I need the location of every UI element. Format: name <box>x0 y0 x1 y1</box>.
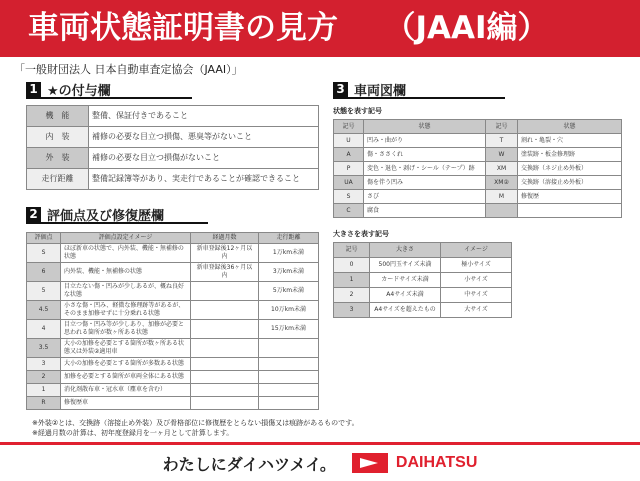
table-row <box>27 339 319 358</box>
column-header: 評価点 <box>27 233 61 244</box>
table-row <box>27 169 319 190</box>
table-row <box>27 148 319 169</box>
table-cell: 1 <box>334 273 370 288</box>
table-cell: 内外装、機能・無補修の状態 <box>61 263 191 282</box>
table-row <box>334 204 622 218</box>
table-cell <box>518 204 622 218</box>
table-cell <box>191 320 259 339</box>
row-value: 整備記録簿等があり、実走行であることが確認できること <box>89 169 319 190</box>
page-title: 車両状態証明書の見方 （JAAI編） <box>0 0 640 57</box>
table-cell <box>259 371 319 384</box>
table-row <box>27 358 319 371</box>
column-header: 記号 <box>334 120 364 134</box>
table-row <box>334 120 622 134</box>
table-row <box>334 162 622 176</box>
table-cell: 新車登録後36ヶ月以内 <box>191 263 259 282</box>
table-cell <box>191 397 259 410</box>
table-row <box>334 243 512 258</box>
table-cell: 腐食 <box>364 204 486 218</box>
table-cell: ほぼ新車の状態で、内外装、機能・無補修の状態 <box>61 244 191 263</box>
table-row <box>27 233 319 244</box>
column-header: 記号 <box>486 120 518 134</box>
section-title: ★の付与欄 <box>47 83 111 99</box>
table-cell: 極小サイズ <box>441 258 512 273</box>
table-cell: XM <box>486 162 518 176</box>
table-cell: 1万km未満 <box>259 244 319 263</box>
table-cell: A <box>334 148 364 162</box>
row-value: 整備、保証付きであること <box>89 106 319 127</box>
table-cell <box>191 282 259 301</box>
table-cell <box>191 339 259 358</box>
table-cell: 5万km未満 <box>259 282 319 301</box>
star-table <box>26 105 319 190</box>
table-cell: 目立たない傷・凹みが少しあるが、概ね良好な状態 <box>61 282 191 301</box>
table-cell: 中サイズ <box>441 288 512 303</box>
table-cell: W <box>486 148 518 162</box>
size-symbols-label: 大きさを表す記号 <box>333 230 389 238</box>
row-label: 機 能 <box>27 106 89 127</box>
row-label: 走行距離 <box>27 169 89 190</box>
table-cell: A4サイズを超えたもの <box>370 303 441 318</box>
table-cell <box>191 358 259 371</box>
table-cell: M <box>486 190 518 204</box>
table-row <box>334 190 622 204</box>
table-cell: 目立つ傷・凹み等が少しあり、加修が必要と思われる箇所が数ヶ所ある状態 <box>61 320 191 339</box>
table-cell: 2 <box>334 288 370 303</box>
table-row <box>27 106 319 127</box>
column-header: 走行距離 <box>259 233 319 244</box>
table-cell: C <box>334 204 364 218</box>
daihatsu-logo-icon <box>352 453 388 473</box>
table-cell: 0 <box>334 258 370 273</box>
table-cell: S <box>27 244 61 263</box>
table-cell: 消化剤散布車・冠水車（塵車を含む） <box>61 384 191 397</box>
brand <box>352 453 477 473</box>
table-cell: 4 <box>27 320 61 339</box>
table-cell: 5 <box>27 282 61 301</box>
table-cell: 加修を必要とする箇所が車両全体にある状態 <box>61 371 191 384</box>
table-cell <box>259 339 319 358</box>
table-row <box>27 127 319 148</box>
table-cell: XM② <box>486 176 518 190</box>
table-cell: 割れ・亀裂・穴 <box>518 134 622 148</box>
table-cell: 大サイズ <box>441 303 512 318</box>
column-header: 状態 <box>364 120 486 134</box>
table-row <box>334 303 512 318</box>
content-columns <box>0 81 640 410</box>
table-cell: 10万km未満 <box>259 301 319 320</box>
table-cell: A4サイズ未満 <box>370 288 441 303</box>
table-cell: 3.5 <box>27 339 61 358</box>
table-cell: 6 <box>27 263 61 282</box>
table-cell <box>259 358 319 371</box>
section-title: 評価点及び修復歴欄 <box>47 208 165 224</box>
table-row <box>27 320 319 339</box>
table-cell: 新車登録後12ヶ月以内 <box>191 244 259 263</box>
note: ※経過月数の計算は、初年度登録月を一ヶ月として計算します。 <box>32 429 234 437</box>
table-cell: S <box>334 190 364 204</box>
table-cell: 3 <box>27 358 61 371</box>
section-number: 3 <box>333 82 348 97</box>
section-number: 1 <box>26 82 41 97</box>
table-row <box>334 273 512 288</box>
table-cell <box>191 301 259 320</box>
table-cell: 傷・ささくれ <box>364 148 486 162</box>
table-row <box>27 301 319 320</box>
row-value: 補修の必要な目立つ損傷、悪臭等がないこと <box>89 127 319 148</box>
table-cell: 修復歴車 <box>61 397 191 410</box>
table-cell: 凹み・曲がり <box>364 134 486 148</box>
table-cell: 500円玉サイズ未満 <box>370 258 441 273</box>
state-symbols-table <box>333 119 622 218</box>
column-header: イメージ <box>441 243 512 258</box>
section-2-heading <box>26 206 208 224</box>
table-row <box>27 384 319 397</box>
table-cell: 小さな傷・凹み、軽微な修理跡等があるが、そのまま加修せずに十分乗れる状態 <box>61 301 191 320</box>
table-cell: P <box>334 162 364 176</box>
row-label: 外 装 <box>27 148 89 169</box>
notes <box>32 418 622 438</box>
table-row <box>27 263 319 282</box>
table-row <box>27 397 319 410</box>
state-symbols-label: 状態を表す記号 <box>333 107 382 115</box>
column-header: 記号 <box>334 243 370 258</box>
table-cell: 大小の加修を必要とする箇所が多数ある状態 <box>61 358 191 371</box>
table-cell: 交換跡（溶接止め外板） <box>518 176 622 190</box>
section-number: 2 <box>26 207 41 222</box>
table-cell <box>259 397 319 410</box>
column-header: 経過月数 <box>191 233 259 244</box>
table-cell: 15万km未満 <box>259 320 319 339</box>
size-symbols-table <box>333 242 512 318</box>
table-cell: 3 <box>334 303 370 318</box>
table-cell: 修復歴 <box>518 190 622 204</box>
table-cell: 傷を伴う凹み <box>364 176 486 190</box>
table-cell: 4.5 <box>27 301 61 320</box>
table-cell: 1 <box>27 384 61 397</box>
row-value: 補修の必要な目立つ損傷がないこと <box>89 148 319 169</box>
column-header: 状態 <box>518 120 622 134</box>
table-cell: カードサイズ未満 <box>370 273 441 288</box>
table-cell: 3万km未満 <box>259 263 319 282</box>
table-cell <box>191 384 259 397</box>
table-row <box>334 288 512 303</box>
table-cell: R <box>27 397 61 410</box>
table-cell: さび <box>364 190 486 204</box>
table-cell: UA <box>334 176 364 190</box>
table-cell: 交換跡（ネジ止め外板） <box>518 162 622 176</box>
table-cell: 大小の加修を必要とする箇所が数ヶ所ある状態又は外装②適用車 <box>61 339 191 358</box>
column-header: 評価点設定イメージ <box>61 233 191 244</box>
table-row <box>27 244 319 263</box>
section-title: 車両図欄 <box>354 83 407 99</box>
table-cell: 変色・退色・剥げ・シール（テープ）跡 <box>364 162 486 176</box>
section-3-heading <box>333 81 505 99</box>
table-cell: T <box>486 134 518 148</box>
footer <box>0 445 640 481</box>
table-row <box>27 282 319 301</box>
brand-name: DAIHATSU <box>395 454 478 471</box>
table-cell <box>259 384 319 397</box>
section-1-heading <box>26 81 192 99</box>
organization-name: 「一般財団法人 日本自動車査定協会（JAAI）」 <box>14 63 243 76</box>
table-cell: 2 <box>27 371 61 384</box>
table-row <box>27 371 319 384</box>
right-column <box>333 81 622 410</box>
grade-table <box>26 232 319 410</box>
table-row <box>334 134 622 148</box>
table-row <box>334 258 512 273</box>
table-row <box>334 176 622 190</box>
table-cell: 小サイズ <box>441 273 512 288</box>
table-cell: U <box>334 134 364 148</box>
note: ※外装②とは、交換跡（溶接止め外装）及び骨格部位に修復歴をとらない損傷又は痕跡があるものです。 <box>32 419 359 427</box>
left-column <box>26 81 319 410</box>
slogan: わたしにダイハツメイ。 <box>162 454 336 474</box>
table-row <box>334 148 622 162</box>
column-header: 大きさ <box>370 243 441 258</box>
row-label: 内 装 <box>27 127 89 148</box>
table-cell: 塗装跡・板金修理跡 <box>518 148 622 162</box>
table-cell <box>191 371 259 384</box>
table-cell <box>486 204 518 218</box>
